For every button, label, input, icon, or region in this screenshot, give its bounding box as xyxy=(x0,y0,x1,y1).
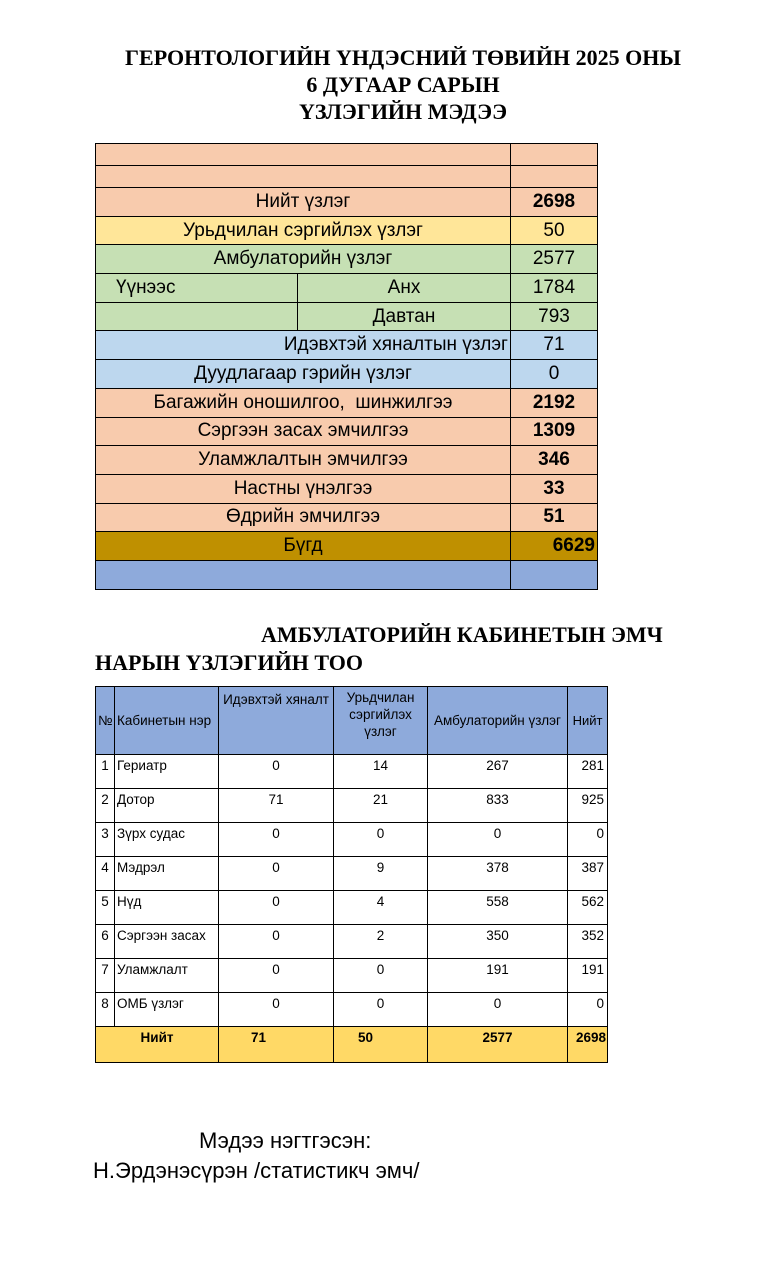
total-row-label: Нийт xyxy=(96,1027,219,1063)
header-no: № xyxy=(96,687,115,755)
row-no: 1 xyxy=(96,755,115,789)
summary-row-first xyxy=(96,274,598,303)
blank-cell xyxy=(511,144,598,166)
row-active: 71 xyxy=(219,789,334,823)
row-ambulatory: 0 xyxy=(428,823,568,857)
table-row xyxy=(96,959,608,993)
row-preventive: 0 xyxy=(334,959,428,993)
row-no: 6 xyxy=(96,925,115,959)
summary-row-diag xyxy=(96,388,598,417)
table-row xyxy=(96,857,608,891)
rehab-label: Сэргээн засах эмчилгээ xyxy=(96,417,511,446)
row-preventive: 4 xyxy=(334,891,428,925)
row-total: 0 xyxy=(568,823,608,857)
report-title-line2: 6 ДУГААР САРЫН xyxy=(306,72,500,97)
summary-row-home xyxy=(96,360,598,389)
row-total: 925 xyxy=(568,789,608,823)
row-active: 0 xyxy=(219,755,334,789)
signer-block xyxy=(93,1126,420,1186)
active-value: 71 xyxy=(511,331,598,360)
row-name: Дотор xyxy=(115,789,219,823)
row-total: 191 xyxy=(568,959,608,993)
sum-label: Бүгд xyxy=(96,532,511,561)
row-ambulatory: 350 xyxy=(428,925,568,959)
row-no: 4 xyxy=(96,857,115,891)
report-title-line3: ҮЗЛЭГИЙН МЭДЭЭ xyxy=(298,99,508,124)
header-total: Нийт xyxy=(568,687,608,755)
home-label: Дуудлагаар гэрийн үзлэг xyxy=(96,360,511,389)
table-row xyxy=(96,823,608,857)
row-no: 7 xyxy=(96,959,115,993)
blank-cell xyxy=(511,560,598,589)
active-label: Идэвхтэй хяналтын үзлэг xyxy=(96,331,511,360)
row-total: 281 xyxy=(568,755,608,789)
row-no: 2 xyxy=(96,789,115,823)
day-label: Өдрийн эмчилгээ xyxy=(96,503,511,532)
summary-row-sum xyxy=(96,532,598,561)
row-no: 3 xyxy=(96,823,115,857)
row-preventive: 9 xyxy=(334,857,428,891)
summary-blank-row xyxy=(96,166,598,188)
first-label: Анх xyxy=(298,274,511,303)
row-name: ОМБ үзлэг xyxy=(115,993,219,1027)
row-no: 5 xyxy=(96,891,115,925)
row-active: 0 xyxy=(219,959,334,993)
repeat-label: Давтан xyxy=(298,302,511,331)
row-active: 0 xyxy=(219,993,334,1027)
row-preventive: 21 xyxy=(334,789,428,823)
summary-row-total xyxy=(96,188,598,217)
trad-label: Уламжлалтын эмчилгээ xyxy=(96,446,511,475)
row-total: 562 xyxy=(568,891,608,925)
subtitle-line2: НАРЫН ҮЗЛЭГИЙН ТОО xyxy=(95,650,363,675)
row-ambulatory: 558 xyxy=(428,891,568,925)
cabinet-header-row xyxy=(96,687,608,755)
row-active: 0 xyxy=(219,925,334,959)
row-name: Зүрх судас xyxy=(115,823,219,857)
diag-label: Багажийн оношилгоо, шинжилгээ xyxy=(96,388,511,417)
row-total: 0 xyxy=(568,993,608,1027)
summary-row-trad xyxy=(96,446,598,475)
row-no: 8 xyxy=(96,993,115,1027)
row-ambulatory: 267 xyxy=(428,755,568,789)
first-value: 1784 xyxy=(511,274,598,303)
row-name: Нүд xyxy=(115,891,219,925)
summary-row-repeat xyxy=(96,302,598,331)
total-row-preventive: 50 xyxy=(334,1027,428,1063)
total-row-active: 71 xyxy=(219,1027,334,1063)
header-ambulatory: Амбулаторийн үзлэг xyxy=(428,687,568,755)
hosp-label: Настны үнэлгээ xyxy=(96,474,511,503)
row-name: Гериатр xyxy=(115,755,219,789)
row-ambulatory: 0 xyxy=(428,993,568,1027)
summary-table xyxy=(95,143,598,590)
blank-cell xyxy=(96,166,511,188)
rehab-value: 1309 xyxy=(511,417,598,446)
row-preventive: 0 xyxy=(334,993,428,1027)
blank-cell xyxy=(96,144,511,166)
signer-line2: Н.Эрдэнэсүрэн /статистикч эмч/ xyxy=(93,1158,420,1183)
row-total: 387 xyxy=(568,857,608,891)
blank-cell xyxy=(96,302,298,331)
total-label: Нийт үзлэг xyxy=(96,188,511,217)
summary-row-ambulatory xyxy=(96,245,598,274)
blank-cell xyxy=(511,166,598,188)
row-active: 0 xyxy=(219,891,334,925)
total-row-total: 2698 xyxy=(568,1027,608,1063)
header-name: Кабинетын нэр xyxy=(115,687,219,755)
total-value: 2698 xyxy=(511,188,598,217)
subtitle-line1: АМБУЛАТОРИЙН КАБИНЕТЫН ЭМЧ xyxy=(261,622,663,647)
row-ambulatory: 191 xyxy=(428,959,568,993)
report-title xyxy=(0,44,774,125)
header-preventive: Урьдчилан сэргийлэх үзлэг xyxy=(334,687,428,755)
hosp-value: 33 xyxy=(511,474,598,503)
row-preventive: 0 xyxy=(334,823,428,857)
table-row xyxy=(96,891,608,925)
total-row-ambulatory: 2577 xyxy=(428,1027,568,1063)
of-which-label: Үүнээс xyxy=(96,274,298,303)
row-name: Мэдрэл xyxy=(115,857,219,891)
summary-row-day xyxy=(96,503,598,532)
table-row xyxy=(96,755,608,789)
preventive-label: Урьдчилан сэргийлэх үзлэг xyxy=(96,216,511,245)
home-value: 0 xyxy=(511,360,598,389)
cabinet-table xyxy=(95,686,608,1063)
blank-cell xyxy=(96,560,511,589)
summary-blank-row xyxy=(96,560,598,589)
row-ambulatory: 833 xyxy=(428,789,568,823)
preventive-value: 50 xyxy=(511,216,598,245)
summary-row-hosp xyxy=(96,474,598,503)
ambulatory-value: 2577 xyxy=(511,245,598,274)
signer-line1: Мэдээ нэгтгэсэн: xyxy=(199,1128,372,1153)
row-name: Уламжлалт xyxy=(115,959,219,993)
row-name: Сэргээн засах xyxy=(115,925,219,959)
trad-value: 346 xyxy=(511,446,598,475)
ambulatory-label: Амбулаторийн үзлэг xyxy=(96,245,511,274)
table-row xyxy=(96,789,608,823)
sum-value: 6629 xyxy=(511,532,598,561)
header-active: Идэвхтэй хяналт xyxy=(219,687,334,755)
repeat-value: 793 xyxy=(511,302,598,331)
summary-blank-row xyxy=(96,144,598,166)
row-preventive: 2 xyxy=(334,925,428,959)
report-title-line1: ГЕРОНТОЛОГИЙН ҮНДЭСНИЙ ТӨВИЙН 2025 ОНЫ xyxy=(125,45,681,70)
row-preventive: 14 xyxy=(334,755,428,789)
table-row xyxy=(96,925,608,959)
row-ambulatory: 378 xyxy=(428,857,568,891)
row-total: 352 xyxy=(568,925,608,959)
table-row xyxy=(96,993,608,1027)
summary-row-rehab xyxy=(96,417,598,446)
summary-row-preventive xyxy=(96,216,598,245)
cabinet-total-row xyxy=(96,1027,608,1063)
summary-row-active xyxy=(96,331,598,360)
diag-value: 2192 xyxy=(511,388,598,417)
day-value: 51 xyxy=(511,503,598,532)
row-active: 0 xyxy=(219,857,334,891)
row-active: 0 xyxy=(219,823,334,857)
